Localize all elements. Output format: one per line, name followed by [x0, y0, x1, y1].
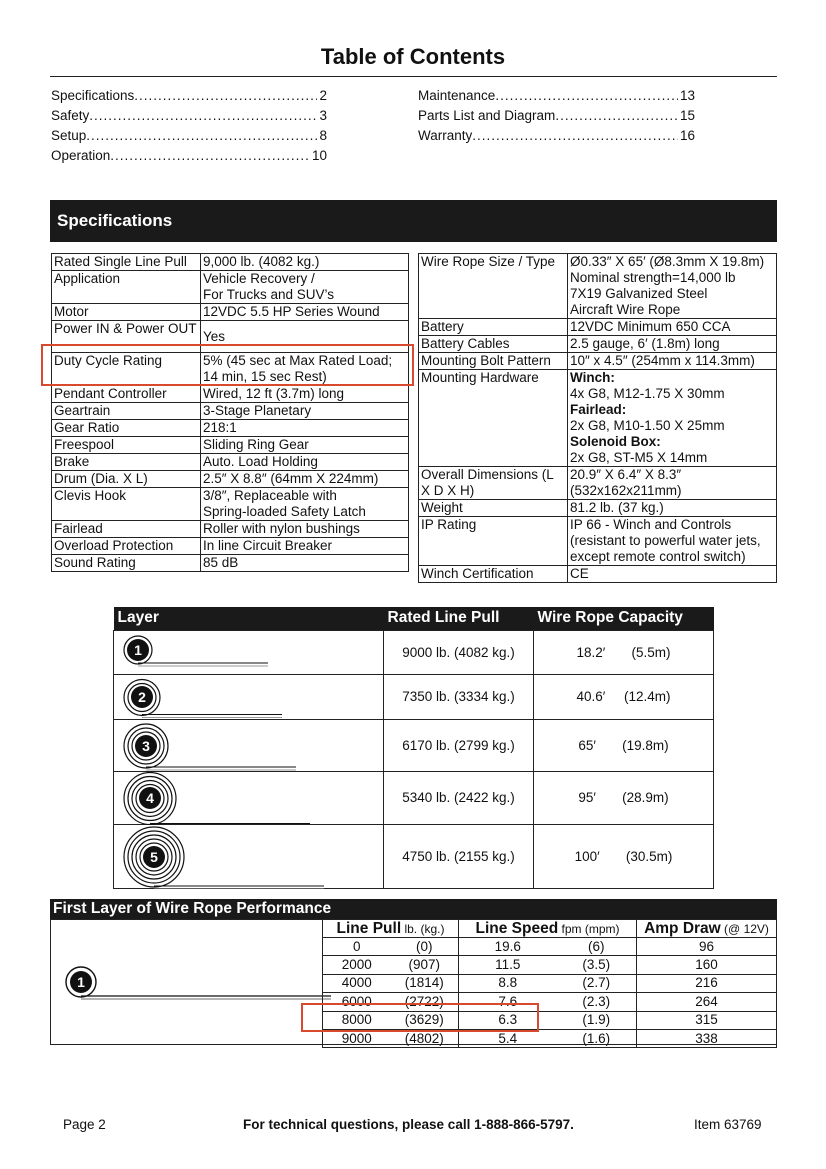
- spec-value-line: Ø0.33″ X 65′ (Ø8.3mm X 19.8m): [570, 254, 765, 269]
- pull-kg-cell: (2722): [391, 993, 459, 1011]
- spec-value: [201, 555, 409, 572]
- speed-mpm-cell: (1.9): [557, 1011, 637, 1029]
- speed-fpm-cell: 7.6: [459, 993, 557, 1011]
- pull-lb-cell: 4000: [323, 974, 391, 992]
- speed-mpm-cell: (2.7): [557, 974, 637, 992]
- spec-row: [52, 420, 409, 437]
- spec-value-line: Wired, 12 ft (3.7m) long: [203, 386, 345, 401]
- footer-page: Page 2: [63, 1117, 106, 1132]
- spec-key: Rated Single Line Pull: [52, 254, 201, 271]
- spec-row: [52, 437, 409, 454]
- layer-illustration: [114, 719, 384, 771]
- pull-kg-cell: (3629): [391, 1011, 459, 1029]
- title-rule: [50, 76, 777, 77]
- spec-value-line: 3/8″, Replaceable with: [203, 488, 337, 503]
- spec-key: Gear Ratio: [52, 420, 201, 437]
- layer-number-badge: 5: [143, 846, 165, 868]
- rope-coil-icon: [120, 631, 382, 669]
- spec-value-line: 2x G8, ST-M5 X 14mm: [570, 450, 708, 465]
- spec-value-line: 10″ x 4.5″ (254mm x 114.3mm): [570, 353, 755, 368]
- layer-number-badge: 3: [135, 735, 157, 757]
- spec-key: Winch Certification: [419, 566, 568, 583]
- pull-kg-cell: (907): [391, 956, 459, 974]
- spec-row: [419, 353, 777, 370]
- toc-entry[interactable]: [51, 146, 327, 166]
- spec-value-line: 12VDC Minimum 650 CCA: [570, 319, 731, 334]
- rated-pull-cell: 6170 lb. (2799 kg.): [384, 719, 534, 771]
- spec-value-line: 14 min, 15 sec Rest): [203, 369, 327, 384]
- spec-row: [419, 319, 777, 336]
- pull-lb-cell: 9000: [323, 1029, 391, 1047]
- spec-value: [201, 488, 409, 521]
- spec-value: [201, 254, 409, 271]
- spec-row: [52, 471, 409, 488]
- page-title: Table of Contents: [320, 44, 506, 69]
- spec-value-line: Yes: [203, 328, 226, 344]
- amp-draw-cell: 96: [637, 938, 777, 956]
- performance-row: [323, 956, 777, 974]
- spec-row: [419, 500, 777, 517]
- layer-number-badge: 4: [139, 787, 161, 809]
- toc-entry[interactable]: [418, 106, 695, 126]
- spec-row: [419, 467, 777, 500]
- performance-title: First Layer of Wire Rope Performance: [50, 899, 777, 919]
- pull-kg-cell: (1814): [391, 974, 459, 992]
- spec-value-line: 81.2 lb. (37 kg.): [570, 500, 664, 515]
- amp-draw-cell: 216: [637, 974, 777, 992]
- spec-value: [201, 538, 409, 555]
- spec-value-line: Sliding Ring Gear: [203, 437, 309, 452]
- toc-label: Specifications: [51, 88, 135, 103]
- spec-row: [52, 304, 409, 321]
- amp-draw-header: Amp Draw (@ 12V): [637, 920, 777, 938]
- spec-value-line: 2x G8, M10-1.50 X 25mm: [570, 418, 725, 433]
- rope-coil-icon: [120, 720, 382, 772]
- spec-value-line: Solenoid Box:: [570, 434, 661, 449]
- toc-leader: [472, 126, 678, 146]
- amp-draw-cell: 315: [637, 1011, 777, 1029]
- spec-key: Brake: [52, 454, 201, 471]
- performance-row: [323, 974, 777, 992]
- toc-page-number: 15: [679, 108, 695, 123]
- layer-number-badge: 1: [127, 639, 149, 661]
- layer-illustration: [114, 824, 384, 888]
- spec-value-line: 218:1: [203, 420, 237, 435]
- rated-pull-cell: 4750 lb. (2155 kg.): [384, 824, 534, 888]
- layer-row: [114, 824, 714, 888]
- pull-lb-cell: 6000: [323, 993, 391, 1011]
- toc-leader: [555, 106, 678, 126]
- spec-value: [568, 319, 777, 336]
- toc-label: Setup: [51, 128, 87, 143]
- spec-value: [201, 304, 409, 321]
- spec-row: [419, 254, 777, 319]
- spec-value-line: Auto. Load Holding: [203, 454, 318, 469]
- spec-value-line: 4x G8, M12-1.75 X 30mm: [570, 386, 725, 401]
- speed-fpm-cell: 8.8: [459, 974, 557, 992]
- spec-value-line: IP 66 - Winch and Controls: [570, 517, 732, 532]
- layer-illustration: [114, 630, 384, 674]
- spec-key: Power IN & Power OUT: [52, 321, 201, 353]
- toc-label: Warranty: [418, 128, 473, 143]
- spec-key: Drum (Dia. X L): [52, 471, 201, 488]
- layer-row: [114, 630, 714, 674]
- spec-row: [419, 517, 777, 566]
- spec-row: [52, 271, 409, 304]
- toc-page-number: 16: [679, 128, 695, 143]
- spec-value-line: Roller with nylon bushings: [203, 521, 360, 536]
- pull-lb-cell: 0: [323, 938, 391, 956]
- spec-value: [201, 521, 409, 538]
- performance-row: [323, 1029, 777, 1047]
- toc-page-number: 13: [679, 88, 695, 103]
- spec-key: Fairlead: [52, 521, 201, 538]
- toc-right-column: [418, 86, 695, 146]
- amp-draw-cell: 160: [637, 956, 777, 974]
- specs-table-right: [418, 253, 777, 583]
- capacity-cell: 65′ (19.8m): [534, 719, 714, 771]
- spec-key: Overload Protection: [52, 538, 201, 555]
- spec-key: Sound Rating: [52, 555, 201, 572]
- spec-key: Geartrain: [52, 403, 201, 420]
- performance-row: [323, 938, 777, 956]
- spec-value-line: 9,000 lb. (4082 kg.): [203, 254, 320, 269]
- spec-key: Mounting Hardware: [419, 370, 568, 467]
- specs-table-left: [51, 253, 409, 572]
- spec-row: [52, 386, 409, 403]
- spec-row: [52, 403, 409, 420]
- spec-row: [52, 555, 409, 572]
- layer-header: Layer: [114, 607, 384, 630]
- spec-value-line: 20.9″ X 6.4″ X 8.3″: [570, 467, 682, 482]
- layer-number-badge: 1: [70, 971, 92, 993]
- line-speed-header: Line Speed fpm (mpm): [459, 920, 637, 938]
- spec-value: [201, 420, 409, 437]
- pull-lb-cell: 2000: [323, 956, 391, 974]
- spec-value: [568, 467, 777, 500]
- spec-value-line: 12VDC 5.5 HP Series Wound: [203, 304, 380, 319]
- layer-illustration: [114, 771, 384, 824]
- toc-page-number: 10: [311, 148, 327, 163]
- layer-row: [114, 674, 714, 719]
- speed-mpm-cell: (1.6): [557, 1029, 637, 1047]
- speed-mpm-cell: (3.5): [557, 956, 637, 974]
- rope-coil-icon: [120, 675, 382, 720]
- layer-row: [114, 719, 714, 771]
- spec-value-line: except remote control switch): [570, 549, 746, 564]
- speed-mpm-cell: (6): [557, 938, 637, 956]
- performance-row-highlight: [301, 1003, 539, 1032]
- spec-value-line: Spring-loaded Safety Latch: [203, 504, 366, 519]
- spec-value: [568, 517, 777, 566]
- line-pull-header: Line Pull lb. (kg.): [323, 920, 459, 938]
- spec-key: Mounting Bolt Pattern: [419, 353, 568, 370]
- spec-row: [52, 538, 409, 555]
- spec-value-line: 85 dB: [203, 555, 239, 570]
- spec-value: [568, 370, 777, 467]
- spec-value-line: Winch:: [570, 370, 615, 385]
- layer-row: [114, 771, 714, 824]
- capacity-cell: 18.2′ (5.5m): [534, 630, 714, 674]
- spec-value: [201, 437, 409, 454]
- toc-leader: [89, 106, 317, 126]
- spec-key: Duty Cycle Rating: [52, 353, 201, 386]
- spec-key: Battery Cables: [419, 336, 568, 353]
- spec-value-line: Nominal strength=14,000 lb: [570, 270, 736, 285]
- spec-value-line: 2.5 gauge, 6′ (1.8m) long: [570, 336, 720, 351]
- spec-row: [52, 254, 409, 271]
- spec-row: [419, 566, 777, 583]
- spec-value: [201, 386, 409, 403]
- toc-entry[interactable]: [418, 126, 695, 146]
- amp-draw-cell: 264: [637, 993, 777, 1011]
- speed-fpm-cell: 5.4: [459, 1029, 557, 1047]
- pull-lb-cell: 8000: [323, 1011, 391, 1029]
- toc-leader: [110, 146, 310, 166]
- toc-leader: [134, 86, 317, 106]
- spec-value: [201, 271, 409, 304]
- layer-1-coil-icon: [65, 962, 335, 1006]
- toc-page-number: 2: [319, 88, 327, 103]
- spec-key: Pendant Controller: [52, 386, 201, 403]
- footer-item: Item 63769: [694, 1117, 762, 1132]
- spec-key: Overall Dimensions (L X D X H): [419, 467, 568, 500]
- amp-draw-cell: 338: [637, 1029, 777, 1047]
- toc-entry[interactable]: [418, 86, 695, 106]
- spec-value-line: 3-Stage Planetary: [203, 403, 312, 418]
- speed-fpm-cell: 6.3: [459, 1011, 557, 1029]
- spec-row: [419, 370, 777, 467]
- spec-key: Clevis Hook: [52, 488, 201, 521]
- layer-capacity-table: [113, 607, 714, 889]
- capacity-cell: 95′ (28.9m): [534, 771, 714, 824]
- spec-value-line: (532x162x211mm): [570, 483, 682, 498]
- pull-kg-cell: (4802): [391, 1029, 459, 1047]
- toc-label: Parts List and Diagram: [418, 108, 556, 123]
- spec-value-line: For Trucks and SUV’s: [203, 287, 335, 302]
- spec-value: [201, 471, 409, 488]
- toc-entry[interactable]: [51, 86, 327, 106]
- rated-pull-cell: 7350 lb. (3334 kg.): [384, 674, 534, 719]
- spec-row: [52, 488, 409, 521]
- spec-value: [568, 500, 777, 517]
- pull-kg-cell: (0): [391, 938, 459, 956]
- toc-leader: [495, 86, 678, 106]
- spec-key: IP Rating: [419, 517, 568, 566]
- spec-value-line: Fairlead:: [570, 402, 627, 417]
- spec-value-line: 5% (45 sec at Max Rated Load;: [203, 353, 393, 368]
- spec-value-line: CE: [570, 566, 589, 581]
- capacity-header: Wire Rope Capacity: [534, 607, 714, 630]
- toc-label: Operation: [51, 148, 111, 163]
- spec-key: Wire Rope Size / Type: [419, 254, 568, 319]
- spec-value-line: Aircraft Wire Rope: [570, 302, 681, 317]
- spec-value-line: 2.5″ X 8.8″ (64mm X 224mm): [203, 471, 379, 486]
- spec-key: Freespool: [52, 437, 201, 454]
- rated-pull-cell: 5340 lb. (2422 kg.): [384, 771, 534, 824]
- footer-contact: For technical questions, please call 1-888-866-5797.: [243, 1117, 574, 1132]
- spec-value: [568, 254, 777, 319]
- toc-left-column: [51, 86, 327, 166]
- spec-row: [52, 454, 409, 471]
- rated-pull-cell: 9000 lb. (4082 kg.): [384, 630, 534, 674]
- spec-value: [568, 566, 777, 583]
- toc-leader: [86, 126, 317, 146]
- spec-value-line: (resistant to powerful water jets,: [570, 533, 761, 548]
- spec-value: [568, 353, 777, 370]
- spec-key: Weight: [419, 500, 568, 517]
- spec-row: [52, 521, 409, 538]
- spec-value: [201, 403, 409, 420]
- speed-mpm-cell: (2.3): [557, 993, 637, 1011]
- toc-entry[interactable]: [51, 106, 327, 126]
- speed-fpm-cell: 11.5: [459, 956, 557, 974]
- spec-key: Application: [52, 271, 201, 304]
- specifications-header: Specifications: [50, 200, 777, 242]
- layer-illustration: [114, 674, 384, 719]
- toc-label: Safety: [51, 108, 90, 123]
- duty-cycle-highlight: [41, 344, 414, 386]
- spec-value: [201, 454, 409, 471]
- speed-fpm-cell: 19.6: [459, 938, 557, 956]
- spec-row: [419, 336, 777, 353]
- toc-page-number: 8: [319, 128, 327, 143]
- layer-number-badge: 2: [131, 686, 153, 708]
- spec-value-line: 7X19 Galvanized Steel: [570, 286, 708, 301]
- capacity-cell: 100′ (30.5m): [534, 824, 714, 888]
- toc-page-number: 3: [319, 108, 327, 123]
- toc-entry[interactable]: [51, 126, 327, 146]
- capacity-cell: 40.6′ (12.4m): [534, 674, 714, 719]
- spec-value-line: Vehicle Recovery /: [203, 271, 315, 286]
- spec-value: [568, 336, 777, 353]
- toc-label: Maintenance: [418, 88, 496, 103]
- spec-key: Motor: [52, 304, 201, 321]
- spec-key: Battery: [419, 319, 568, 336]
- rated-pull-header: Rated Line Pull: [384, 607, 534, 630]
- spec-value-line: In line Circuit Breaker: [203, 538, 333, 553]
